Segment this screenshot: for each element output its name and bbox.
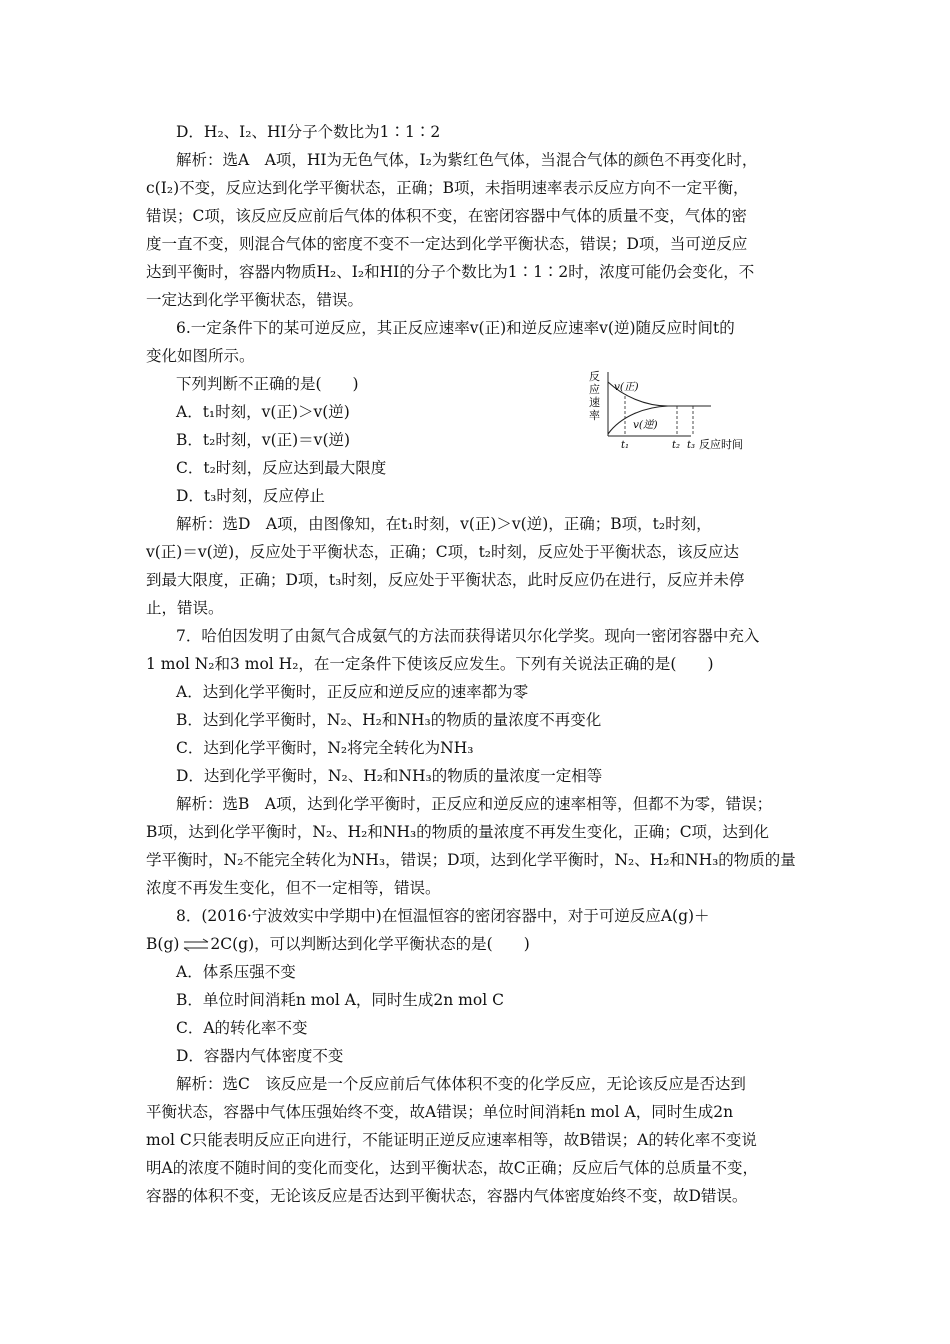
- q6-option-b: B．t₂时刻，v(正)＝v(逆): [176, 431, 351, 449]
- q8-analysis-line: mol C只能表明反应正向进行，不能证明正逆反应速率相等，故B错误；A的转化率不变说: [146, 1131, 757, 1149]
- q8-analysis-line: 平衡状态，容器中气体压强始终不变，故A错误；单位时间消耗n mol A，同时生成2n: [146, 1103, 734, 1121]
- prev-analysis-line: c(I₂)不变，反应达到化学平衡状态，正确；B项，未指明速率表示反应方向不一定平衡，: [146, 179, 749, 197]
- q8-option-b: B．单位时间消耗n mol A，同时生成2n mol C: [176, 991, 504, 1009]
- prev-analysis-line: 达到平衡时，容器内物质H₂、I₂和HI的分子个数比为1∶1∶2时，浓度可能仍会变化，不: [146, 263, 755, 281]
- q7-option-a: A．达到化学平衡时，正反应和逆反应的速率都为零: [176, 683, 529, 701]
- q8-stem-line: 8．(2016·宁波效实中学期中)在恒温恒容的密闭容器中，对于可逆反应A(g)＋: [176, 907, 710, 925]
- q7-stem-line: 1 mol N₂和3 mol H₂，在一定条件下使该反应发生。下列有关说法正确的是( ): [146, 655, 714, 673]
- prev-option-d: D．H₂、I₂、HI分子个数比为1∶1∶2: [176, 123, 441, 141]
- q7-option-d: D．达到化学平衡时，N₂、H₂和NH₃的物质的量浓度一定相等: [176, 767, 603, 785]
- q8-stem-line: B(g) 2C(g)，可以判断达到化学平衡状态的是( ): [146, 935, 530, 953]
- rate-time-graph: [583, 368, 758, 456]
- q8-analysis-line: 明A的浓度不随时间的变化而变化，达到平衡状态，故C正确；反应后气体的总质量不变，: [146, 1159, 759, 1177]
- reversible-arrow-icon: [182, 938, 210, 952]
- q7-analysis-line: 浓度不再发生变化，但不一定相等，错误。: [146, 879, 441, 897]
- graph-xlabel: 反应时间: [699, 438, 743, 451]
- q8-analysis-line: 容器的体积不变，无论该反应是否达到平衡状态，容器内气体密度始终不变，故D错误。: [146, 1187, 748, 1205]
- q6-ask: 下列判断不正确的是( ): [176, 375, 359, 393]
- q8-option-a: A．体系压强不变: [176, 963, 296, 981]
- graph-ylabel-char: 率: [589, 409, 600, 422]
- q7-analysis-line: 学平衡时，N₂不能完全转化为NH₃，错误；D项，达到化学平衡时，N₂、H₂和NH₃的物质的量: [146, 851, 796, 869]
- q6-option-c: C．t₂时刻，反应达到最大限度: [176, 459, 387, 477]
- t1-label: t₁: [621, 440, 630, 451]
- q7-stem-line: 7．哈伯因发明了由氮气合成氨气的方法而获得诺贝尔化学奖。现向一密闭容器中充入: [176, 627, 760, 645]
- q7-option-b: B．达到化学平衡时，N₂、H₂和NH₃的物质的量浓度不再变化: [176, 711, 602, 729]
- prev-analysis-line: 一定达到化学平衡状态，错误。: [146, 291, 364, 309]
- t2-label: t₂: [672, 440, 681, 451]
- q7-option-c: C．达到化学平衡时，N₂将完全转化为NH₃: [176, 739, 474, 757]
- q7-analysis-line: 解析：选B A项，达到化学平衡时，正反应和逆反应的速率相等，但都不为零，错误；: [176, 795, 773, 813]
- q6-analysis-line: 解析：选D A项，由图像知，在t₁时刻，v(正)＞v(逆)，正确；B项，t₂时刻，: [176, 515, 712, 533]
- prev-analysis-line: 度一直不变，则混合气体的密度不变不一定达到化学平衡状态，错误；D项，当可逆反应: [146, 235, 748, 253]
- q6-analysis-line: v(正)＝v(逆)，反应处于平衡状态，正确；C项，t₂时刻，反应处于平衡状态，该反应达: [146, 543, 740, 561]
- reverse-rate-label: v(逆): [633, 419, 658, 431]
- q6-option-d: D．t₃时刻，反应停止: [176, 487, 325, 505]
- q8-option-c: C．A的转化率不变: [176, 1019, 308, 1037]
- q7-analysis-line: B项，达到化学平衡时，N₂、H₂和NH₃的物质的量浓度不再发生变化，正确；C项，达到化: [146, 823, 770, 841]
- q6-analysis-line: 止，错误。: [146, 599, 224, 617]
- q8-option-d: D．容器内气体密度不变: [176, 1047, 344, 1065]
- graph-ylabel-char: 应: [589, 383, 600, 396]
- q8-analysis-line: 解析：选C 该反应是一个反应前后气体体积不变的化学反应，无论该反应是否达到: [176, 1075, 746, 1093]
- t3-label: t₃: [687, 440, 696, 451]
- graph-ylabel-char: 反: [589, 370, 600, 383]
- prev-analysis-line: 解析：选A A项，HI为无色气体，I₂为紫红色气体，当混合气体的颜色不再变化时，: [176, 151, 758, 169]
- q6-stem-line: 6.一定条件下的某可逆反应，其正反应速率v(正)和逆反应速率v(逆)随反应时间t的: [176, 319, 735, 337]
- graph-ylabel-char: 速: [589, 396, 600, 409]
- q6-stem-line: 变化如图所示。: [146, 347, 255, 365]
- prev-analysis-line: 错误；C项，该反应反应前后气体的体积不变，在密闭容器中气体的质量不变，气体的密: [146, 207, 747, 225]
- q6-analysis-line: 到最大限度，正确；D项，t₃时刻，反应处于平衡状态，此时反应仍在进行，反应并未停: [146, 571, 745, 589]
- forward-rate-label: v(正): [614, 381, 639, 393]
- q6-option-a: A．t₁时刻，v(正)＞v(逆): [176, 403, 350, 421]
